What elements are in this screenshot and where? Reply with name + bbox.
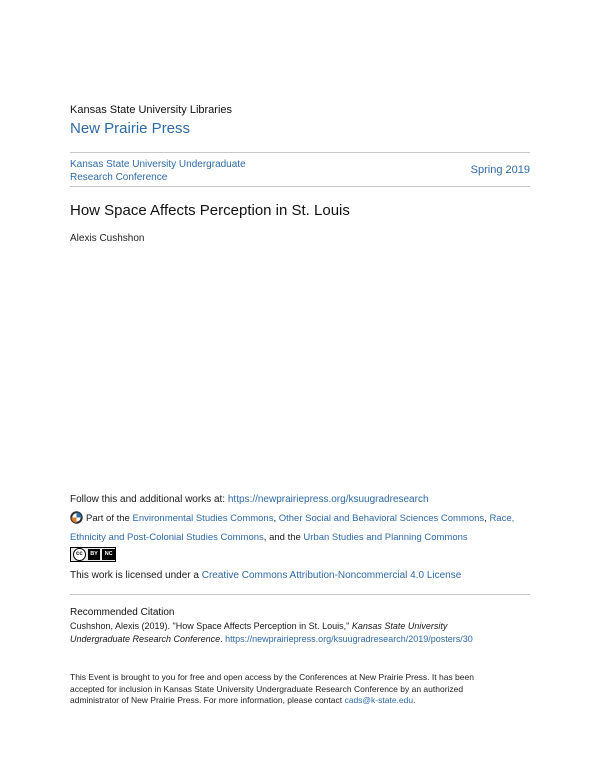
follow-line xyxy=(70,493,540,506)
notice-line-3-end: . xyxy=(413,695,416,705)
nc-icon: NC xyxy=(102,549,115,560)
cc-license-badge[interactable] xyxy=(70,547,116,562)
partof-sep-1: , xyxy=(273,513,279,524)
press-link[interactable]: New Prairie Press xyxy=(70,120,191,137)
license-line xyxy=(70,569,540,582)
citation-author-title: Cushshon, Alexis (2019). "How Space Affects Perception in St. Louis," xyxy=(70,621,352,631)
commons-link-race-part-2[interactable]: Ethnicity and Post-Colonial Studies Commons xyxy=(70,532,264,543)
citation-heading: Recommended Citation xyxy=(70,607,175,618)
institution-name: Kansas State University Libraries xyxy=(70,104,233,116)
commons-link-urban-studies[interactable]: Urban Studies and Planning Commons xyxy=(303,532,468,543)
commons-link-other-social[interactable]: Other Social and Behavioral Sciences Commons xyxy=(278,513,485,524)
license-link[interactable]: Creative Commons Attribution-Noncommercial 4.0 License xyxy=(201,570,462,581)
conference-link[interactable] xyxy=(70,158,246,184)
citation-text xyxy=(70,620,540,646)
notice-line-1: This Event is brought to you for free and open access by the Conferences at New Prairie Press. It has been xyxy=(70,672,474,682)
author-name: Alexis Cushshon xyxy=(70,233,145,244)
term-link[interactable]: Spring 2019 xyxy=(470,164,530,176)
contact-email-link[interactable]: cads@k-state.edu xyxy=(344,695,414,705)
conference-line-1: Kansas State University Undergraduate xyxy=(70,159,246,170)
follow-url-link[interactable]: https://newprairiepress.org/ksuugradresearch xyxy=(227,494,429,505)
partof-sep-2: , xyxy=(484,513,490,524)
by-icon: BY xyxy=(88,549,101,560)
citation-url-link[interactable]: https://newprairiepress.org/ksuugradresearch/2019/posters/30 xyxy=(225,634,473,644)
conference-line-2: Research Conference xyxy=(70,172,168,183)
notice-line-2: accepted for inclusion in Kansas State University Undergraduate Research Conference by an authorized xyxy=(70,683,464,694)
commons-link-environmental[interactable]: Environmental Studies Commons xyxy=(132,513,274,524)
access-notice xyxy=(70,672,540,707)
page-title: How Space Affects Perception in St. Louis xyxy=(70,202,350,219)
divider-citation xyxy=(70,594,530,595)
partof-block xyxy=(70,511,530,546)
commons-link-race-part-1[interactable]: Race, xyxy=(489,513,515,524)
license-prefix: This work is licensed under a xyxy=(70,570,202,581)
notice-line-3: administrator of New Prairie Press. For more information, please contact xyxy=(70,695,345,705)
divider-top xyxy=(70,152,530,153)
partof-prefix: Part of the xyxy=(86,513,133,524)
network-icon xyxy=(70,511,83,530)
citation-sep: . xyxy=(220,634,226,644)
citation-venue-2: Undergraduate Research Conference xyxy=(70,634,221,644)
partof-sep-3: , and the xyxy=(263,532,304,543)
citation-venue-1: Kansas State University xyxy=(351,621,448,631)
cc-icon: cc xyxy=(73,548,86,561)
divider-mid xyxy=(70,186,530,187)
follow-prefix: Follow this and additional works at: xyxy=(70,494,228,505)
